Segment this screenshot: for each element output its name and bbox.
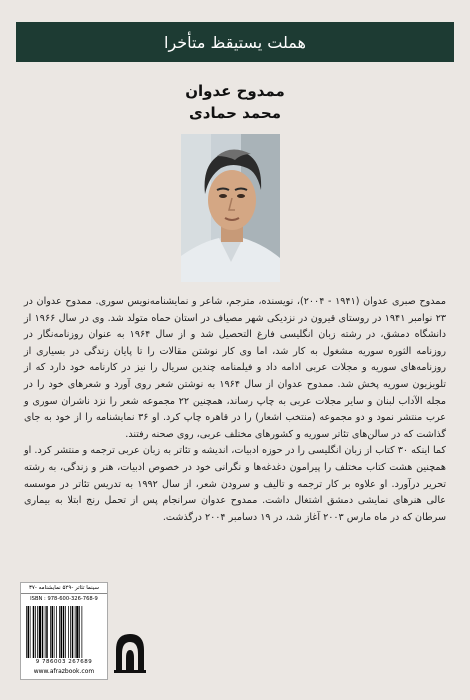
barcode-bar xyxy=(70,606,71,658)
barcode-bar xyxy=(63,606,65,658)
barcode-bar xyxy=(28,606,30,658)
barcode-bar xyxy=(59,606,60,658)
barcode-block xyxy=(20,582,108,680)
bio-paragraph: کما اینکه ۳۰ کتاب از زبان انگلیسی را در حوزه ادبیات، اندیشه و تئاتر به زبان عربی ترجمه و منتشر کرد. او همچنین هشت کتاب مختلف را پیرامون دغدغه‌ها و نگرانی خود در خصوص ادبیات، هنر و زندگی، به رشته تحریر درآورد. او علاوه بر کار ترجمه و تالیف و سرودن شعر، از سال ۱۹۹۲ به تدریس تئاتر در موسسه عالی هنرهای نمایشی دمشق اشتغال داشت. ممدوح عدوان سرانجام پس از تحمل رنج ابتلا به بیماری سرطان که در ماه مارس ۲۰۰۳ آغاز شد، در ۱۹ دسامبر ۲۰۰۴ درگذشت. xyxy=(24,445,447,523)
barcode-bar xyxy=(68,606,69,658)
barcode-digits: 9 786003 267689 xyxy=(35,659,93,665)
bio-paragraph: ممدوح صبری عدوان (۱۹۴۱ - ۲۰۰۴)، نویسنده، مترجم، شاعر و نمایشنامه‌نویس سوری. ممدوح عدوان در ۲۳ نوامبر ۱۹۴۱ در روستای قیرون در نزدیکی شهر مصیاف در استان حماه متولد شد. وی در سال ۱۹۶۶ از دانشگاه دمشق، در رشته زبان انگلیسی فارغ التحصیل شد و از سال ۱۹۶۴ به عنوان روزنامه‌نگار در روزنامه الثوره سوریه مشغول به کار شد، اما وی کار نوشتن مقالات را تا پایان زندگی در بسیاری از روزنامه‌های سوریه و مجلات عربی ادامه داد و فیلمنامه چندین سریال را نیز در کارنامه خود دارد که از تلویزیون سوریه پخش شد. ممدوح عدوان از سال ۱۹۶۴ به نوشتن شعر روی آورد و شعرهای خود را در مجله الآداب لبنان و سایر مجلات عربی به چاپ رساند، همچنین ۲۲ مجموعه شعر را نزد ناشران سوری و عرب منتشر نمود و دو مجموعه (منتخب اشعار) را در قاهره چاپ کرد. او ۳۶ نمایشنامه را از خود به جای گذاشت که در سالن‌های تئاتر سوریه و کشورهای مختلف عربی، روی صحنه رفتند. xyxy=(24,296,446,440)
publisher-website: www.afrazbook.com xyxy=(33,668,95,675)
translator-name: محمد حمادی xyxy=(189,104,281,122)
author-photo xyxy=(181,134,280,282)
portrait-image xyxy=(181,134,280,282)
isbn-label: ISBN : 978-600-326-768-9 xyxy=(30,596,98,602)
author-biography xyxy=(24,294,446,526)
book-title: هملت یستیقظ متأخرا xyxy=(164,32,306,52)
publisher-logo xyxy=(112,630,148,674)
barcode-bar xyxy=(79,606,80,658)
barcode-bar xyxy=(61,606,63,658)
author-name: ممدوح عدوان xyxy=(185,82,285,100)
barcode-bar xyxy=(45,606,46,658)
series-label: سینما تئاتر -۵۲۹ نمایشنامه -۳۷ xyxy=(21,583,107,594)
barcode-bar xyxy=(37,606,38,658)
barcode-bar xyxy=(52,606,54,658)
barcode-bar xyxy=(30,606,31,658)
barcode-bar xyxy=(54,606,55,658)
publisher-logo-icon xyxy=(112,630,148,674)
barcode-bar xyxy=(39,606,41,658)
barcode-bar xyxy=(65,606,66,658)
book-title-bar xyxy=(16,22,454,62)
barcode-bar xyxy=(33,606,35,658)
barcode-bars xyxy=(25,606,103,658)
barcode-bar xyxy=(26,606,27,658)
barcode-bar xyxy=(35,606,36,658)
barcode-bar xyxy=(76,606,78,658)
barcode-bar xyxy=(72,606,74,658)
barcode-bar xyxy=(46,606,48,658)
barcode-bar xyxy=(56,606,57,658)
barcode-bar xyxy=(75,606,76,658)
barcode-bar xyxy=(50,606,51,658)
barcode-bar xyxy=(82,606,83,658)
barcode-bar xyxy=(42,606,44,658)
